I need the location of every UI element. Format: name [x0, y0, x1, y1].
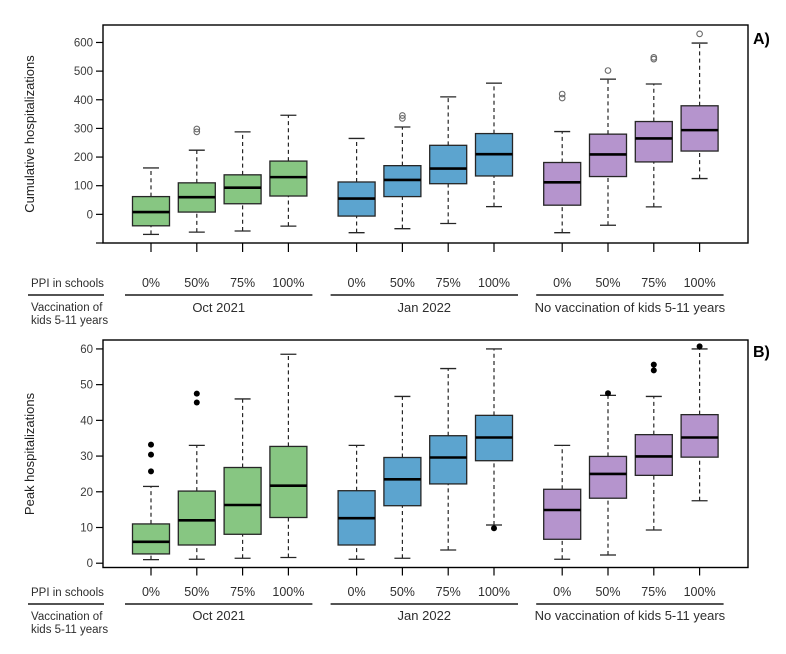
outlier-point [148, 442, 154, 448]
x-tick-label: 0% [553, 585, 572, 599]
group-label: Jan 2022 [397, 608, 452, 623]
boxplot-box [635, 122, 672, 162]
x-tick-label: 100% [683, 585, 716, 599]
boxplot-box [224, 468, 261, 535]
x-tick-label: 75% [641, 585, 667, 599]
boxplot-box [178, 491, 215, 545]
panel-b-plot [80, 340, 748, 623]
x-tick-label: 50% [389, 276, 415, 290]
y-tick-label: 200 [73, 152, 93, 165]
y-tick-label: 600 [73, 37, 93, 50]
vacc-row-label-panel-b-line2: kids 5-11 years [31, 624, 109, 636]
y-tick-label: 50 [80, 379, 93, 392]
group-label: No vaccination of kids 5-11 years [534, 300, 726, 315]
vacc-row-label-panel-b-line1: Vaccination of [31, 611, 103, 623]
x-tick-label: 50% [595, 585, 621, 599]
y-tick-label: 0 [86, 558, 93, 571]
x-tick-label: 0% [347, 585, 366, 599]
outlier-point [651, 362, 657, 368]
ppi-row-label-panel-b: PPI in schools [31, 587, 104, 599]
outlier-point [559, 91, 565, 97]
boxplot-box [544, 163, 581, 206]
panel-a-y-axis-label: Cumulative hospitalizations [22, 55, 37, 213]
outlier-point [148, 468, 154, 474]
panel-a-corner-label: A) [753, 31, 770, 48]
x-tick-label: 50% [184, 276, 210, 290]
panel-b-y-axis-label: Peak hospitalizations [22, 392, 37, 516]
x-tick-label: 100% [272, 276, 305, 290]
outlier-point [605, 390, 611, 396]
x-tick-label: 100% [478, 276, 510, 290]
x-tick-label: 75% [230, 585, 256, 599]
x-tick-label: 50% [389, 585, 415, 599]
panel-b-corner-label: B) [753, 344, 770, 361]
boxplot-box [270, 161, 307, 196]
outlier-point [194, 391, 200, 397]
x-tick-label: 0% [347, 276, 366, 290]
group-label: No vaccination of kids 5-11 years [534, 608, 726, 623]
y-tick-label: 100 [73, 180, 93, 193]
x-tick-label: 50% [184, 585, 210, 599]
vacc-row-label-panel-a-line2: kids 5-11 years [31, 315, 109, 327]
boxplot-box [590, 456, 627, 498]
group-label: Jan 2022 [397, 300, 452, 315]
outlier-point [148, 452, 154, 458]
outlier-point [651, 367, 657, 373]
y-tick-label: 40 [80, 415, 93, 428]
y-tick-label: 0 [86, 209, 93, 222]
outlier-point [697, 343, 703, 349]
y-tick-label: 30 [80, 451, 93, 464]
x-tick-label: 50% [595, 276, 621, 290]
boxplot-box [430, 436, 467, 484]
x-tick-label: 75% [230, 276, 256, 290]
group-label: Oct 2021 [192, 300, 246, 315]
group-label: Oct 2021 [192, 608, 246, 623]
x-tick-label: 75% [435, 585, 461, 599]
x-tick-label: 100% [478, 585, 510, 599]
outlier-point [491, 525, 497, 531]
outlier-point [605, 68, 611, 74]
boxplot-box [544, 489, 581, 539]
x-tick-label: 100% [272, 585, 305, 599]
y-tick-label: 400 [73, 94, 93, 107]
ppi-row-label-panel-a: PPI in schools [31, 278, 104, 290]
y-tick-label: 20 [80, 486, 93, 499]
x-tick-label: 75% [435, 276, 461, 290]
x-tick-label: 0% [141, 276, 161, 290]
x-tick-label: 100% [683, 276, 716, 290]
boxplot-box [270, 446, 307, 517]
boxplot-box [635, 435, 672, 476]
y-tick-label: 60 [80, 343, 93, 356]
x-tick-label: 75% [641, 276, 667, 290]
outlier-point [697, 31, 703, 37]
x-tick-label: 0% [553, 276, 572, 290]
y-tick-label: 300 [73, 123, 93, 136]
vacc-row-label-panel-a-line1: Vaccination of [31, 302, 103, 314]
y-tick-label: 500 [73, 66, 93, 79]
boxplot-box [224, 175, 261, 204]
boxplot-box [681, 106, 718, 151]
outlier-point [194, 400, 200, 406]
boxplot-box [384, 458, 421, 506]
boxplot-box [133, 524, 170, 554]
boxplot-box [681, 415, 718, 458]
y-tick-label: 10 [80, 522, 93, 535]
x-tick-label: 0% [141, 585, 161, 599]
boxplot-box [430, 145, 467, 183]
panel-a-plot [74, 25, 748, 315]
